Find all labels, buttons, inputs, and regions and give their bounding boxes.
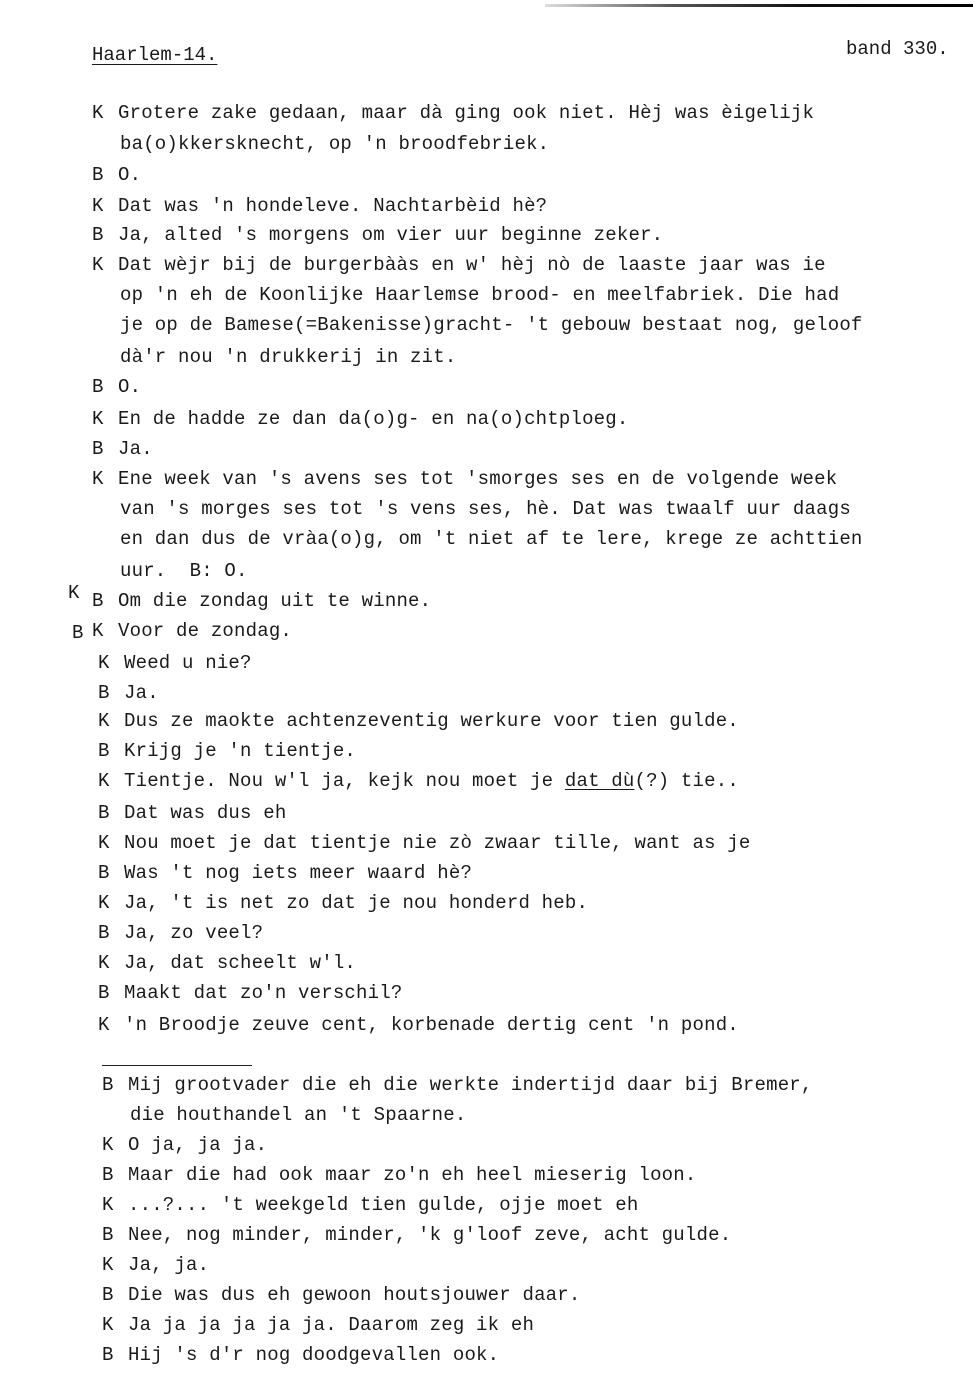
transcript-line xyxy=(98,740,356,762)
transcript-line xyxy=(102,1164,697,1186)
transcript-line xyxy=(98,982,402,1004)
transcript-line xyxy=(92,284,839,306)
utterance-text: Krijg je 'n tientje. xyxy=(124,740,357,762)
utterance-text: Ja, 't is net zo dat je nou honderd heb. xyxy=(124,892,589,914)
utterance-text: 'n Broodje zeuve cent, korbenade dertig cent 'n pond. xyxy=(124,1014,739,1036)
transcript-line xyxy=(98,682,159,704)
utterance-text: Weed u nie? xyxy=(124,652,252,674)
speaker-label: B xyxy=(92,224,104,246)
transcript-line xyxy=(98,922,263,944)
transcript-line xyxy=(92,164,141,186)
utterance-text: je op de Bamese(=Bakenisse)gracht- 't gebouw bestaat nog, geloof xyxy=(120,314,863,336)
speaker-label: B xyxy=(98,802,110,824)
transcript-line xyxy=(102,1134,267,1156)
transcript-line xyxy=(92,314,863,336)
speaker-label: K xyxy=(92,620,104,642)
utterance-text: Nou moet je dat tientje nie zò zwaar tille, want as je xyxy=(124,832,751,854)
utterance-text: Om die zondag uit te winne. xyxy=(118,590,432,612)
utterance-text: Ja, ja. xyxy=(128,1254,210,1276)
transcript-line xyxy=(92,346,456,368)
utterance-text: En de hadde ze dan da(o)g- en na(o)chtploeg. xyxy=(118,408,629,430)
speaker-label: B xyxy=(92,590,104,612)
utterance-text: die houthandel an 't Spaarne. xyxy=(130,1104,467,1126)
tape-number: band 330. xyxy=(846,38,949,60)
speaker-label: K xyxy=(98,710,110,732)
transcript-line xyxy=(92,376,141,398)
transcript-line xyxy=(98,832,751,854)
speaker-label: K xyxy=(92,468,104,490)
speaker-label: B xyxy=(92,438,104,460)
speaker-label: K xyxy=(98,1014,110,1036)
transcript-line xyxy=(98,652,252,674)
speaker-label: B xyxy=(98,922,110,944)
transcript-line xyxy=(102,1224,731,1246)
utterance-text: Maar die had ook maar zo'n eh heel mieserig loon. xyxy=(128,1164,697,1186)
utterance-text: en dan dus de vràa(o)g, om 't niet af te lere, krege ze achttien xyxy=(120,528,863,550)
transcript-line xyxy=(92,102,814,124)
top-edge-rule xyxy=(545,4,973,7)
utterance-text: Nee, nog minder, minder, 'k g'loof zeve, acht gulde. xyxy=(128,1224,732,1246)
transcript-line xyxy=(98,802,286,824)
document-title: Haarlem-14. xyxy=(92,44,218,66)
underlined-text: dat dù xyxy=(564,770,635,792)
transcript-line xyxy=(98,710,739,732)
utterance-text: van 's morges ses tot 's vens ses, hè. Dat was twaalf uur daags xyxy=(120,498,851,520)
speaker-label: K xyxy=(98,652,110,674)
speaker-label: B xyxy=(98,682,110,704)
utterance-text: O. xyxy=(118,376,142,398)
transcript-line xyxy=(102,1194,638,1216)
transcript-line xyxy=(92,254,826,276)
speaker-label: B xyxy=(92,164,104,186)
speaker-label: B xyxy=(102,1164,114,1186)
speaker-label: B xyxy=(92,376,104,398)
utterance-text: Dus ze maokte achtenzeventig werkure voor tien gulde. xyxy=(124,710,739,732)
utterance-text: Voor de zondag. xyxy=(118,620,293,642)
speaker-label: K xyxy=(102,1254,114,1276)
utterance-text: Hij 's d'r nog doodgevallen ook. xyxy=(128,1344,500,1366)
utterance-text: Dat was dus eh xyxy=(124,802,287,824)
utterance-text: O. xyxy=(118,164,142,186)
utterance-text: Tientje. Nou w'l ja, kejk nou moet je xyxy=(124,770,565,792)
transcript-line xyxy=(92,438,153,460)
speaker-label: K xyxy=(92,195,104,217)
utterance-text: O ja, ja ja. xyxy=(128,1134,268,1156)
transcript-line xyxy=(102,1344,499,1366)
utterance-text: Ja, zo veel? xyxy=(124,922,264,944)
transcript-line xyxy=(98,892,588,914)
utterance-text: Ja, dat scheelt w'l. xyxy=(124,952,357,974)
speaker-label: K xyxy=(92,254,104,276)
transcript-line xyxy=(92,528,863,550)
transcript-line xyxy=(92,224,663,246)
utterance-text: uur. B: O. xyxy=(120,560,248,582)
utterance-text: Ja ja ja ja ja ja. Daarom zeg ik eh xyxy=(128,1314,535,1336)
speaker-label: K xyxy=(102,1134,114,1156)
transcript-line xyxy=(92,133,549,155)
transcript-line xyxy=(98,952,356,974)
speaker-label: K xyxy=(92,102,104,124)
transcript-line xyxy=(102,1284,580,1306)
margin-speaker-b: B xyxy=(72,622,84,644)
transcript-line xyxy=(92,498,851,520)
speaker-label: B xyxy=(102,1344,114,1366)
utterance-text: Maakt dat zo'n verschil? xyxy=(124,982,403,1004)
speaker-label: B xyxy=(98,862,110,884)
utterance-text: op 'n eh de Koonlijke Haarlemse brood- en meelfabriek. Die had xyxy=(120,284,840,306)
speaker-label: B xyxy=(102,1224,114,1246)
transcript-line xyxy=(92,408,628,430)
transcript-line xyxy=(92,590,431,612)
transcript-line xyxy=(98,862,472,884)
utterance-text: ...?... 't weekgeld tien gulde, ojje moet eh xyxy=(128,1194,639,1216)
speaker-label: K xyxy=(98,892,110,914)
transcript-line xyxy=(92,195,547,217)
margin-speaker-k: K xyxy=(68,582,80,604)
utterance-text: Was 't nog iets meer waard hè? xyxy=(124,862,473,884)
speaker-label: K xyxy=(102,1314,114,1336)
utterance-text: Dat was 'n hondeleve. Nachtarbèid hè? xyxy=(118,195,548,217)
transcript-line xyxy=(92,468,837,490)
speaker-label: K xyxy=(92,408,104,430)
transcript-line xyxy=(92,620,292,642)
speaker-label: B xyxy=(98,982,110,1004)
transcript-line xyxy=(102,1314,534,1336)
utterance-text: Dat wèjr bij de burgerbààs en w' hèj nò de laaste jaar was ie xyxy=(118,254,826,276)
transcript-line xyxy=(102,1254,209,1276)
speaker-label: K xyxy=(98,832,110,854)
speaker-label: B xyxy=(102,1284,114,1306)
utterance-text: Ja. xyxy=(124,682,159,704)
transcript-line xyxy=(102,1104,466,1126)
utterance-text: ba(o)kkersknecht, op 'n broodfebriek. xyxy=(120,133,550,155)
utterance-text: Ja, alted 's morgens om vier uur beginne zeker. xyxy=(118,224,664,246)
utterance-text: Die was dus eh gewoon houtsjouwer daar. xyxy=(128,1284,581,1306)
section-divider xyxy=(102,1065,252,1066)
transcript-line xyxy=(102,1074,813,1096)
transcript-line xyxy=(98,1014,739,1036)
transcript-line xyxy=(92,560,248,582)
utterance-text: Ene week van 's avens ses tot 'smorges ses en de volgende week xyxy=(118,468,838,490)
utterance-text: Mij grootvader die eh die werkte indertijd daar bij Bremer, xyxy=(128,1074,813,1096)
utterance-text: dà'r nou 'n drukkerij in zit. xyxy=(120,346,457,368)
speaker-label: B xyxy=(102,1074,114,1096)
transcript-line xyxy=(98,770,739,792)
speaker-label: B xyxy=(98,740,110,762)
utterance-text: Grotere zake gedaan, maar dà ging ook niet. Hèj was èigelijk xyxy=(118,102,815,124)
speaker-label: K xyxy=(98,952,110,974)
speaker-label: K xyxy=(102,1194,114,1216)
speaker-label: K xyxy=(98,770,110,792)
utterance-text: Ja. xyxy=(118,438,153,460)
utterance-text: (?) tie.. xyxy=(634,770,739,792)
